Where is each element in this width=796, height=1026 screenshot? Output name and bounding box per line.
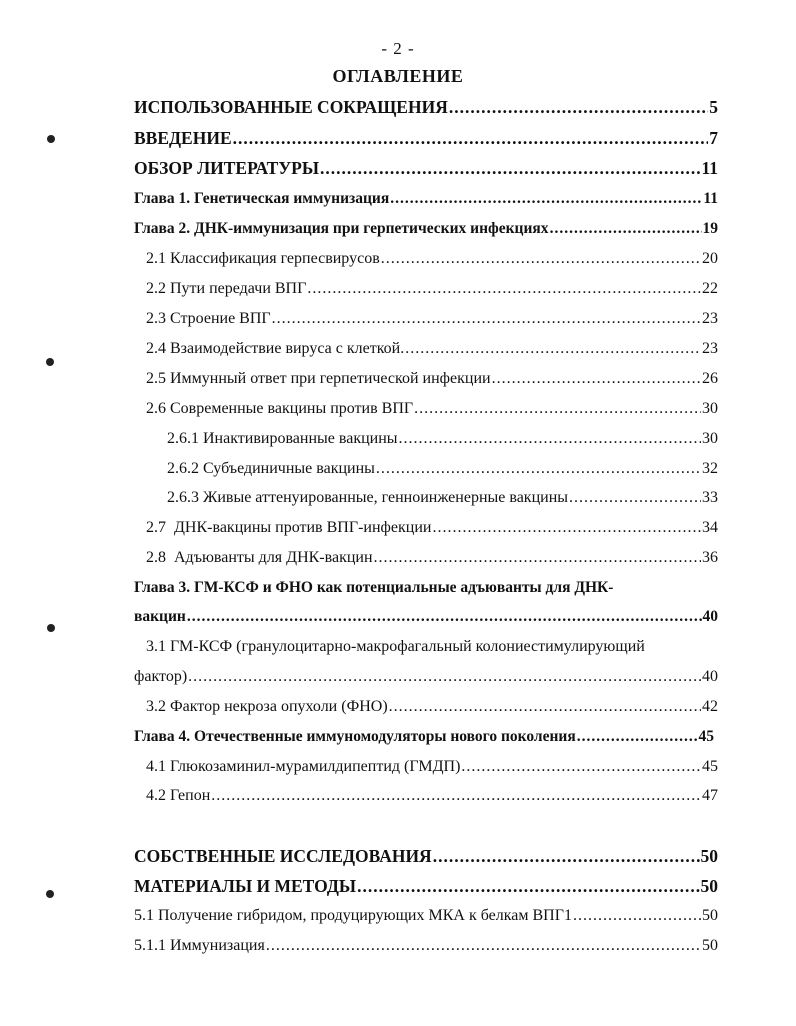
toc-entry-2-1 [146,249,718,269]
toc-entry-chapter-2 [134,219,718,239]
toc-leader-dots [307,279,701,299]
toc-entry-page: 32 [702,460,718,477]
toc-entry-2-6-1 [167,429,718,449]
toc-leader-dots [449,97,708,117]
toc-leader-dots [187,607,702,627]
toc-entry-3-2 [146,697,718,717]
toc-entry-label: 5.1 Получение гибридом, продуцирующих МКА к белкам ВПГ1 [134,907,572,924]
toc-entry-page: 7 [709,128,718,148]
toc-leader-dots [492,369,701,389]
toc-entry-page: 40 [702,608,718,625]
toc-leader-dots [569,488,701,508]
toc-entry-label: 2.3 Строение ВПГ [146,310,271,327]
toc-entry-2-5 [146,369,718,389]
toc-entry-page: 5 [709,97,718,117]
toc-leader-dots [432,518,701,538]
toc-entry-literature-review [134,158,718,178]
toc-leader-dots [573,906,701,926]
toc-entry-3-1 [134,667,718,687]
toc-entry-page: 26 [702,370,718,387]
toc-entry-page: 50 [702,937,718,954]
toc-entry-page: 11 [701,158,718,178]
toc-entry-2-3 [146,309,718,329]
toc-leader-dots [461,757,701,777]
toc-entry-label: 4.1 Глюкозаминил-мурамилдипептид (ГМДП) [146,758,461,775]
toc-entry-label: 2.1 Классификация герпесвирусов [146,250,380,267]
toc-entry-2-6-2 [167,459,718,479]
toc-entry-label: Глава 2. ДНК-иммунизация при герпетических инфекциях [134,220,549,237]
toc-entry-label: 2.6.2 Субъединичные вакцины [167,460,375,477]
toc-entry-page: 33 [702,489,718,506]
toc-leader-dots [357,876,699,896]
toc-entry-chapter-1 [134,189,718,209]
toc-leader-dots [272,309,701,329]
punch-hole-mark [47,624,55,632]
toc-entry-page: 45 [702,758,718,775]
toc-entry-page: 19 [702,220,718,237]
toc-entry-abbreviations [134,97,718,117]
toc-entry-3-1-line1: 3.1 ГМ-КСФ (гранулоцитарно-макрофагальный колониестимулирующий [146,638,645,655]
toc-entry-page: 50 [702,907,718,924]
toc-entry-label: вакцин [134,608,186,625]
punch-hole-mark [46,890,54,898]
toc-entry-page: 50 [700,846,718,866]
toc-leader-dots [433,846,700,866]
toc-entry-page: 45 [698,728,714,745]
punch-hole-mark [46,358,54,366]
toc-entry-label: 2.8 Адъюванты для ДНК-вакцин [146,549,373,566]
toc-entry-page: 23 [702,340,718,357]
toc-leader-dots [414,399,701,419]
toc-entry-page: 34 [702,519,718,536]
toc-leader-dots [233,128,709,148]
toc-entry-page: 11 [703,190,718,207]
toc-entry-page: 36 [702,549,718,566]
toc-leader-dots [405,339,701,359]
toc-entry-5-1 [134,906,718,926]
toc-entry-label: Глава 1. Генетическая иммунизация [134,190,390,207]
toc-entry-label: 2.4 Взаимодействие вируса с клеткой. [146,340,405,357]
toc-leader-dots [550,219,702,239]
toc-leader-dots [374,548,701,568]
toc-entry-label: Глава 4. Отечественные иммуномодуляторы нового поколения [134,728,576,745]
toc-entry-label: 4.2 Гепон [146,787,211,804]
toc-leader-dots [188,667,701,687]
toc-entry-2-2 [146,279,718,299]
toc-leader-dots [266,936,701,956]
toc-entry-page: 20 [702,250,718,267]
toc-entry-label: ОБЗОР ЛИТЕРАТУРЫ [134,158,320,178]
toc-entry-label: 2.6 Современные вакцины против ВПГ [146,400,414,417]
toc-entry-page: 40 [702,668,718,685]
toc-entry-5-1-1 [134,936,718,956]
toc-entry-2-4 [146,339,718,359]
toc-entry-4-1 [146,757,718,777]
toc-entry-label: 2.2 Пути передачи ВПГ [146,280,307,297]
toc-entry-2-6 [146,399,718,419]
toc-entry-label: ИСПОЛЬЗОВАННЫЕ СОКРАЩЕНИЯ [134,97,448,117]
toc-leader-dots [211,786,701,806]
toc-entry-label: 2.5 Иммунный ответ при герпетической инфекции [146,370,491,387]
toc-entry-page: 42 [702,698,718,715]
toc-entry-label: 3.2 Фактор некроза опухоли (ФНО) [146,698,388,715]
toc-entry-chapter-4 [134,727,714,747]
toc-entry-chapter-3-line1: Глава 3. ГМ-КСФ и ФНО как потенциальные адъюванты для ДНК- [134,579,614,596]
toc-entry-page: 23 [702,310,718,327]
toc-leader-dots [376,459,701,479]
toc-entry-2-8 [146,548,718,568]
toc-title: ОГЛАВЛЕНИЕ [332,66,464,86]
toc-leader-dots [389,697,701,717]
toc-entry-label: 2.6.1 Инактивированные вакцины [167,430,398,447]
toc-entry-chapter-3 [134,607,718,627]
toc-entry-label: МАТЕРИАЛЫ И МЕТОДЫ [134,876,357,896]
toc-entry-label: 5.1.1 Иммунизация [134,937,265,954]
toc-entry-2-6-3 [167,488,718,508]
toc-entry-label: 2.6.3 Живые аттенуированные, генноинженерные вакцины [167,489,569,506]
toc-entry-materials-methods [134,876,718,896]
toc-leader-dots [320,158,700,178]
toc-entry-label: ВВЕДЕНИЕ [134,128,232,148]
toc-entry-page: 47 [702,787,718,804]
punch-hole-mark [47,135,55,143]
toc-entry-label: СОБСТВЕННЫЕ ИССЛЕДОВАНИЯ [134,846,432,866]
toc-leader-dots [381,249,701,269]
toc-entry-4-2 [146,786,718,806]
toc-entry-page: 30 [702,400,718,417]
toc-entry-2-7 [146,518,718,538]
toc-entry-page: 30 [702,430,718,447]
toc-entry-label: фактор) [134,668,188,685]
toc-leader-dots [577,727,698,747]
toc-leader-dots [399,429,701,449]
toc-entry-label: 2.7 ДНК-вакцины против ВПГ-инфекции [146,519,432,536]
toc-entry-own-research [134,846,718,866]
toc-entry-page: 50 [700,876,718,896]
toc-leader-dots [390,189,702,209]
page-number: - 2 - [381,39,415,58]
toc-entry-introduction [134,128,718,148]
toc-entry-page: 22 [702,280,718,297]
